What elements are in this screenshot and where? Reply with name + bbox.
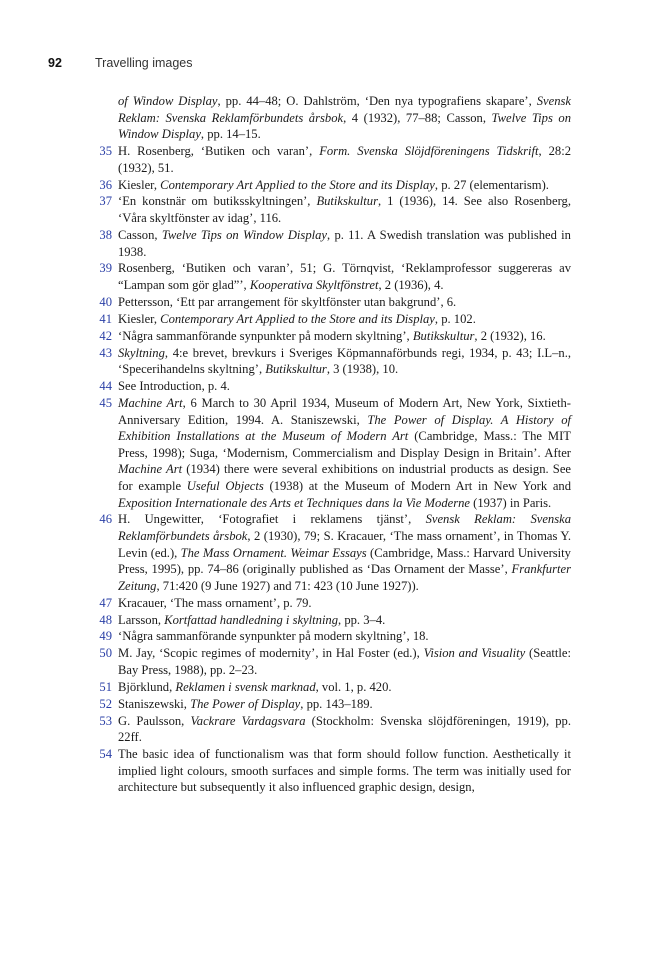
italic-title: Butikskultur bbox=[265, 362, 327, 377]
endnote-number[interactable]: 36 bbox=[99, 177, 112, 192]
italic-title: Vackrare Vardagsvara bbox=[190, 713, 306, 728]
endnote-text bbox=[118, 680, 392, 694]
text-segment: Kiesler, bbox=[118, 177, 161, 192]
endnote-item bbox=[0, 395, 571, 511]
text-segment: , pp. 3–4. bbox=[338, 612, 386, 627]
text-segment: Björklund, bbox=[118, 679, 176, 694]
text-segment: , 28:2 (1932), 51. bbox=[118, 144, 571, 175]
text-segment: , 6 March to 30 April 1934, Museum of Modern Art, New York, Sixtieth-Anniversary Edition, 1994. A. Staniszewski, bbox=[118, 395, 571, 427]
endnote-number[interactable]: 44 bbox=[99, 379, 112, 394]
endnote-text bbox=[118, 629, 429, 643]
italic-title: Reklamen i svensk marknad bbox=[175, 679, 316, 694]
text-segment: , 2 (1936), 4. bbox=[378, 278, 444, 293]
endnote-text bbox=[118, 747, 571, 794]
endnote-text bbox=[118, 178, 549, 192]
endnote-text bbox=[118, 596, 312, 610]
endnote-number[interactable]: 38 bbox=[99, 227, 112, 242]
endnote-text bbox=[118, 261, 571, 292]
endnote-item bbox=[0, 345, 571, 378]
text-segment: Casson, bbox=[118, 227, 162, 242]
italic-title: Twelve Tips on Window Display bbox=[118, 110, 571, 142]
text-segment: , vol. 1, p. 420. bbox=[315, 679, 392, 694]
italic-title: Vision and Visuality bbox=[423, 646, 526, 661]
endnote-number[interactable]: 48 bbox=[99, 612, 112, 627]
endnote-number[interactable]: 46 bbox=[99, 512, 112, 527]
italic-title: Butikskultur bbox=[316, 194, 378, 209]
italic-title: The Mass Ornament. Weimar Essays bbox=[180, 545, 367, 560]
italic-title: The Power of Display. A History of Exhibition Installations at the Museum of Modern Art bbox=[118, 412, 572, 444]
italic-title: Exposition Internationale des Arts et Techniques dans la Vie Moderne bbox=[118, 495, 470, 510]
endnote-item bbox=[0, 177, 571, 194]
italic-title: Svensk Reklam: Svenska Reklamförbundets årsbok bbox=[118, 94, 571, 125]
text-segment: , p. 11. A Swedish translation was published in 1938. bbox=[118, 227, 571, 259]
italic-title: Twelve Tips on Window Display bbox=[161, 227, 328, 242]
endnote-number[interactable]: 47 bbox=[99, 595, 112, 610]
endnote-text bbox=[118, 329, 546, 343]
text-segment: (1938) at the Museum of Modern Art in New York and bbox=[263, 478, 572, 493]
endnote-number[interactable]: 37 bbox=[99, 194, 112, 209]
text-segment: The basic idea of functionalism was that form should follow function. Aesthetically it implied light colours, smooth surfaces and simple forms. The term was initially used for architecture but subsequently it also influenced graphic design, design, bbox=[118, 747, 571, 795]
italic-title: Useful Objects bbox=[186, 478, 264, 493]
endnote-item bbox=[0, 696, 571, 713]
endnote-text bbox=[118, 312, 476, 326]
text-segment: (1934) there were several exhibitions on industrial products as design. See for example bbox=[118, 462, 571, 493]
endnote-text bbox=[118, 697, 373, 711]
italic-title: Skyltning bbox=[118, 345, 165, 360]
running-title: Travelling images bbox=[95, 56, 193, 70]
text-segment: Kiesler, bbox=[118, 311, 161, 326]
text-segment: (Seattle: Bay Press, 1988), pp. 2–23. bbox=[118, 646, 571, 677]
endnote-item bbox=[0, 713, 571, 746]
page-header bbox=[0, 56, 650, 76]
italic-title: Kortfattad handledning i skyltning bbox=[164, 612, 339, 627]
endnote-item bbox=[0, 746, 571, 796]
endnote-number[interactable]: 49 bbox=[99, 629, 112, 644]
endnote-item bbox=[0, 612, 571, 629]
text-segment: , p. 102. bbox=[434, 311, 476, 326]
text-segment: Pettersson, ‘Ett par arrangement för skyltfönster utan bakgrund’, 6. bbox=[118, 294, 457, 309]
endnote-text bbox=[118, 512, 571, 592]
italic-title: Kooperativa Skyltfönstret bbox=[249, 278, 379, 293]
text-segment: (1937) in Paris. bbox=[470, 495, 552, 510]
text-segment: Larsson, bbox=[118, 612, 165, 627]
italic-title: Butikskultur bbox=[412, 328, 475, 343]
text-segment: , pp. 44–48; O. Dahlström, ‘Den nya typografiens skapare’, bbox=[217, 94, 537, 108]
text-segment: M. Jay, ‘Scopic regimes of modernity’, in Hal Foster (ed.), bbox=[118, 646, 424, 661]
text-segment: , 71:420 (9 June 1927) and 71: 423 (10 June 1927)). bbox=[156, 578, 419, 593]
endnote-number[interactable]: 53 bbox=[99, 713, 112, 728]
endnote-number[interactable]: 40 bbox=[99, 294, 112, 309]
endnote-number[interactable]: 35 bbox=[99, 144, 112, 159]
endnote-text bbox=[118, 379, 230, 393]
endnote-item bbox=[0, 311, 571, 328]
endnote-text bbox=[118, 714, 571, 745]
endnote-text bbox=[118, 94, 571, 141]
text-segment: Staniszewski, bbox=[118, 696, 191, 711]
italic-title: Frankfurter Zeitung bbox=[118, 562, 571, 593]
endnote-item bbox=[0, 645, 571, 678]
endnote-text bbox=[118, 396, 571, 510]
endnote-number[interactable]: 50 bbox=[99, 646, 112, 661]
text-segment: G. Paulsson, bbox=[118, 713, 191, 728]
text-segment: See Introduction, p. 4. bbox=[118, 379, 230, 394]
italic-title: Form. Svenska Slöjdföreningens Tidskrift bbox=[319, 144, 539, 159]
italic-title: Contemporary Art Applied to the Store and its Display bbox=[160, 311, 435, 326]
endnote-number[interactable]: 45 bbox=[99, 395, 112, 410]
endnote-text bbox=[118, 346, 571, 377]
endnote-text bbox=[118, 228, 571, 259]
endnote-item bbox=[0, 93, 571, 143]
italic-title: Machine Art bbox=[118, 395, 183, 410]
endnote-number[interactable]: 52 bbox=[99, 696, 112, 711]
endnote-text bbox=[118, 194, 571, 225]
text-segment: Kracauer, ‘The mass ornament’, p. 79. bbox=[118, 595, 312, 610]
text-segment: , pp. 143–189. bbox=[300, 696, 373, 711]
endnote-text bbox=[118, 646, 571, 677]
endnote-text bbox=[118, 295, 456, 309]
endnote-number[interactable]: 42 bbox=[99, 328, 112, 343]
text-segment: , 2 (1932), 16. bbox=[474, 328, 546, 343]
endnote-number[interactable]: 41 bbox=[99, 311, 112, 326]
text-segment: Rosenberg, ‘Butiken och varan’, 51; G. Törnqvist, ‘Reklamprofessor suggereras av “Lampan som gör glad”’, bbox=[118, 261, 571, 293]
endnote-number[interactable]: 39 bbox=[99, 261, 112, 276]
endnote-item bbox=[0, 227, 571, 260]
endnote-item bbox=[0, 679, 571, 696]
endnote-number[interactable]: 51 bbox=[99, 679, 112, 694]
text-segment: , p. 27 (elementarism). bbox=[434, 177, 549, 192]
endnote-text bbox=[118, 613, 385, 627]
endnote-item bbox=[0, 595, 571, 612]
text-segment: (Cambridge, Mass.: The MIT Press, 1998); Suga, ‘Modernism, Commercialism and Display Design in Britain’. After bbox=[118, 429, 571, 460]
text-segment: (Cambridge, Mass.: Harvard University Press, 1995), pp. 74–86 (originally published as ‘Das Ornament der Masse’, bbox=[118, 545, 571, 577]
text-segment: H. Ungewitter, ‘Fotografiet i reklamens tjänst’, bbox=[118, 512, 426, 527]
italic-title: of Window Display bbox=[118, 94, 218, 108]
endnote-item bbox=[0, 143, 571, 176]
endnote-item bbox=[0, 260, 571, 293]
italic-title: The Power of Display bbox=[190, 696, 301, 711]
text-segment: ‘Några sammanförande synpunkter på modern skyltning’, bbox=[118, 328, 413, 343]
text-segment: (Stockholm: Svenska slöjdföreningen, 1919), pp. 22ff. bbox=[118, 713, 571, 745]
text-segment: , pp. 14–15. bbox=[200, 127, 261, 142]
endnote-item bbox=[0, 511, 571, 594]
italic-title: Machine Art bbox=[118, 462, 183, 477]
endnote-item bbox=[0, 328, 571, 345]
italic-title: Svensk Reklam: Svenska Reklamförbundets årsbok bbox=[118, 512, 572, 543]
endnote-text bbox=[118, 144, 571, 175]
page-number: 92 bbox=[48, 56, 62, 70]
text-segment: H. Rosenberg, ‘Butiken och varan’, bbox=[118, 144, 320, 159]
italic-title: Contemporary Art Applied to the Store and its Display bbox=[160, 177, 435, 192]
endnotes-list bbox=[0, 93, 650, 796]
text-segment: , 4 (1932), 77–88; Casson, bbox=[343, 110, 492, 125]
text-segment: , 4:e brevet, brevkurs i Sveriges Köpmannaförbunds regi, 1934, p. 43; I.L–n., ‘Specerihandelns skyltning’, bbox=[118, 345, 571, 377]
text-segment: , 3 (1938), 10. bbox=[326, 362, 399, 377]
text-segment: , 1 (1936), 14. See also Rosenberg, ‘Våra skyltfönster av idag’, 116. bbox=[118, 194, 571, 226]
endnote-item bbox=[0, 294, 571, 311]
endnote-item bbox=[0, 378, 571, 395]
text-segment: ‘Några sammanförande synpunkter på modern skyltning’, 18. bbox=[118, 629, 429, 644]
endnote-item bbox=[0, 628, 571, 645]
text-segment: , 2 (1930), 79; S. Kracauer, ‘The mass ornament’, in Thomas Y. Levin (ed.), bbox=[118, 529, 571, 560]
text-segment: ‘En konstnär om butiksskyltningen’, bbox=[118, 194, 317, 209]
endnote-item bbox=[0, 193, 571, 226]
endnote-number[interactable]: 43 bbox=[99, 345, 112, 360]
endnote-number[interactable]: 54 bbox=[99, 747, 112, 762]
